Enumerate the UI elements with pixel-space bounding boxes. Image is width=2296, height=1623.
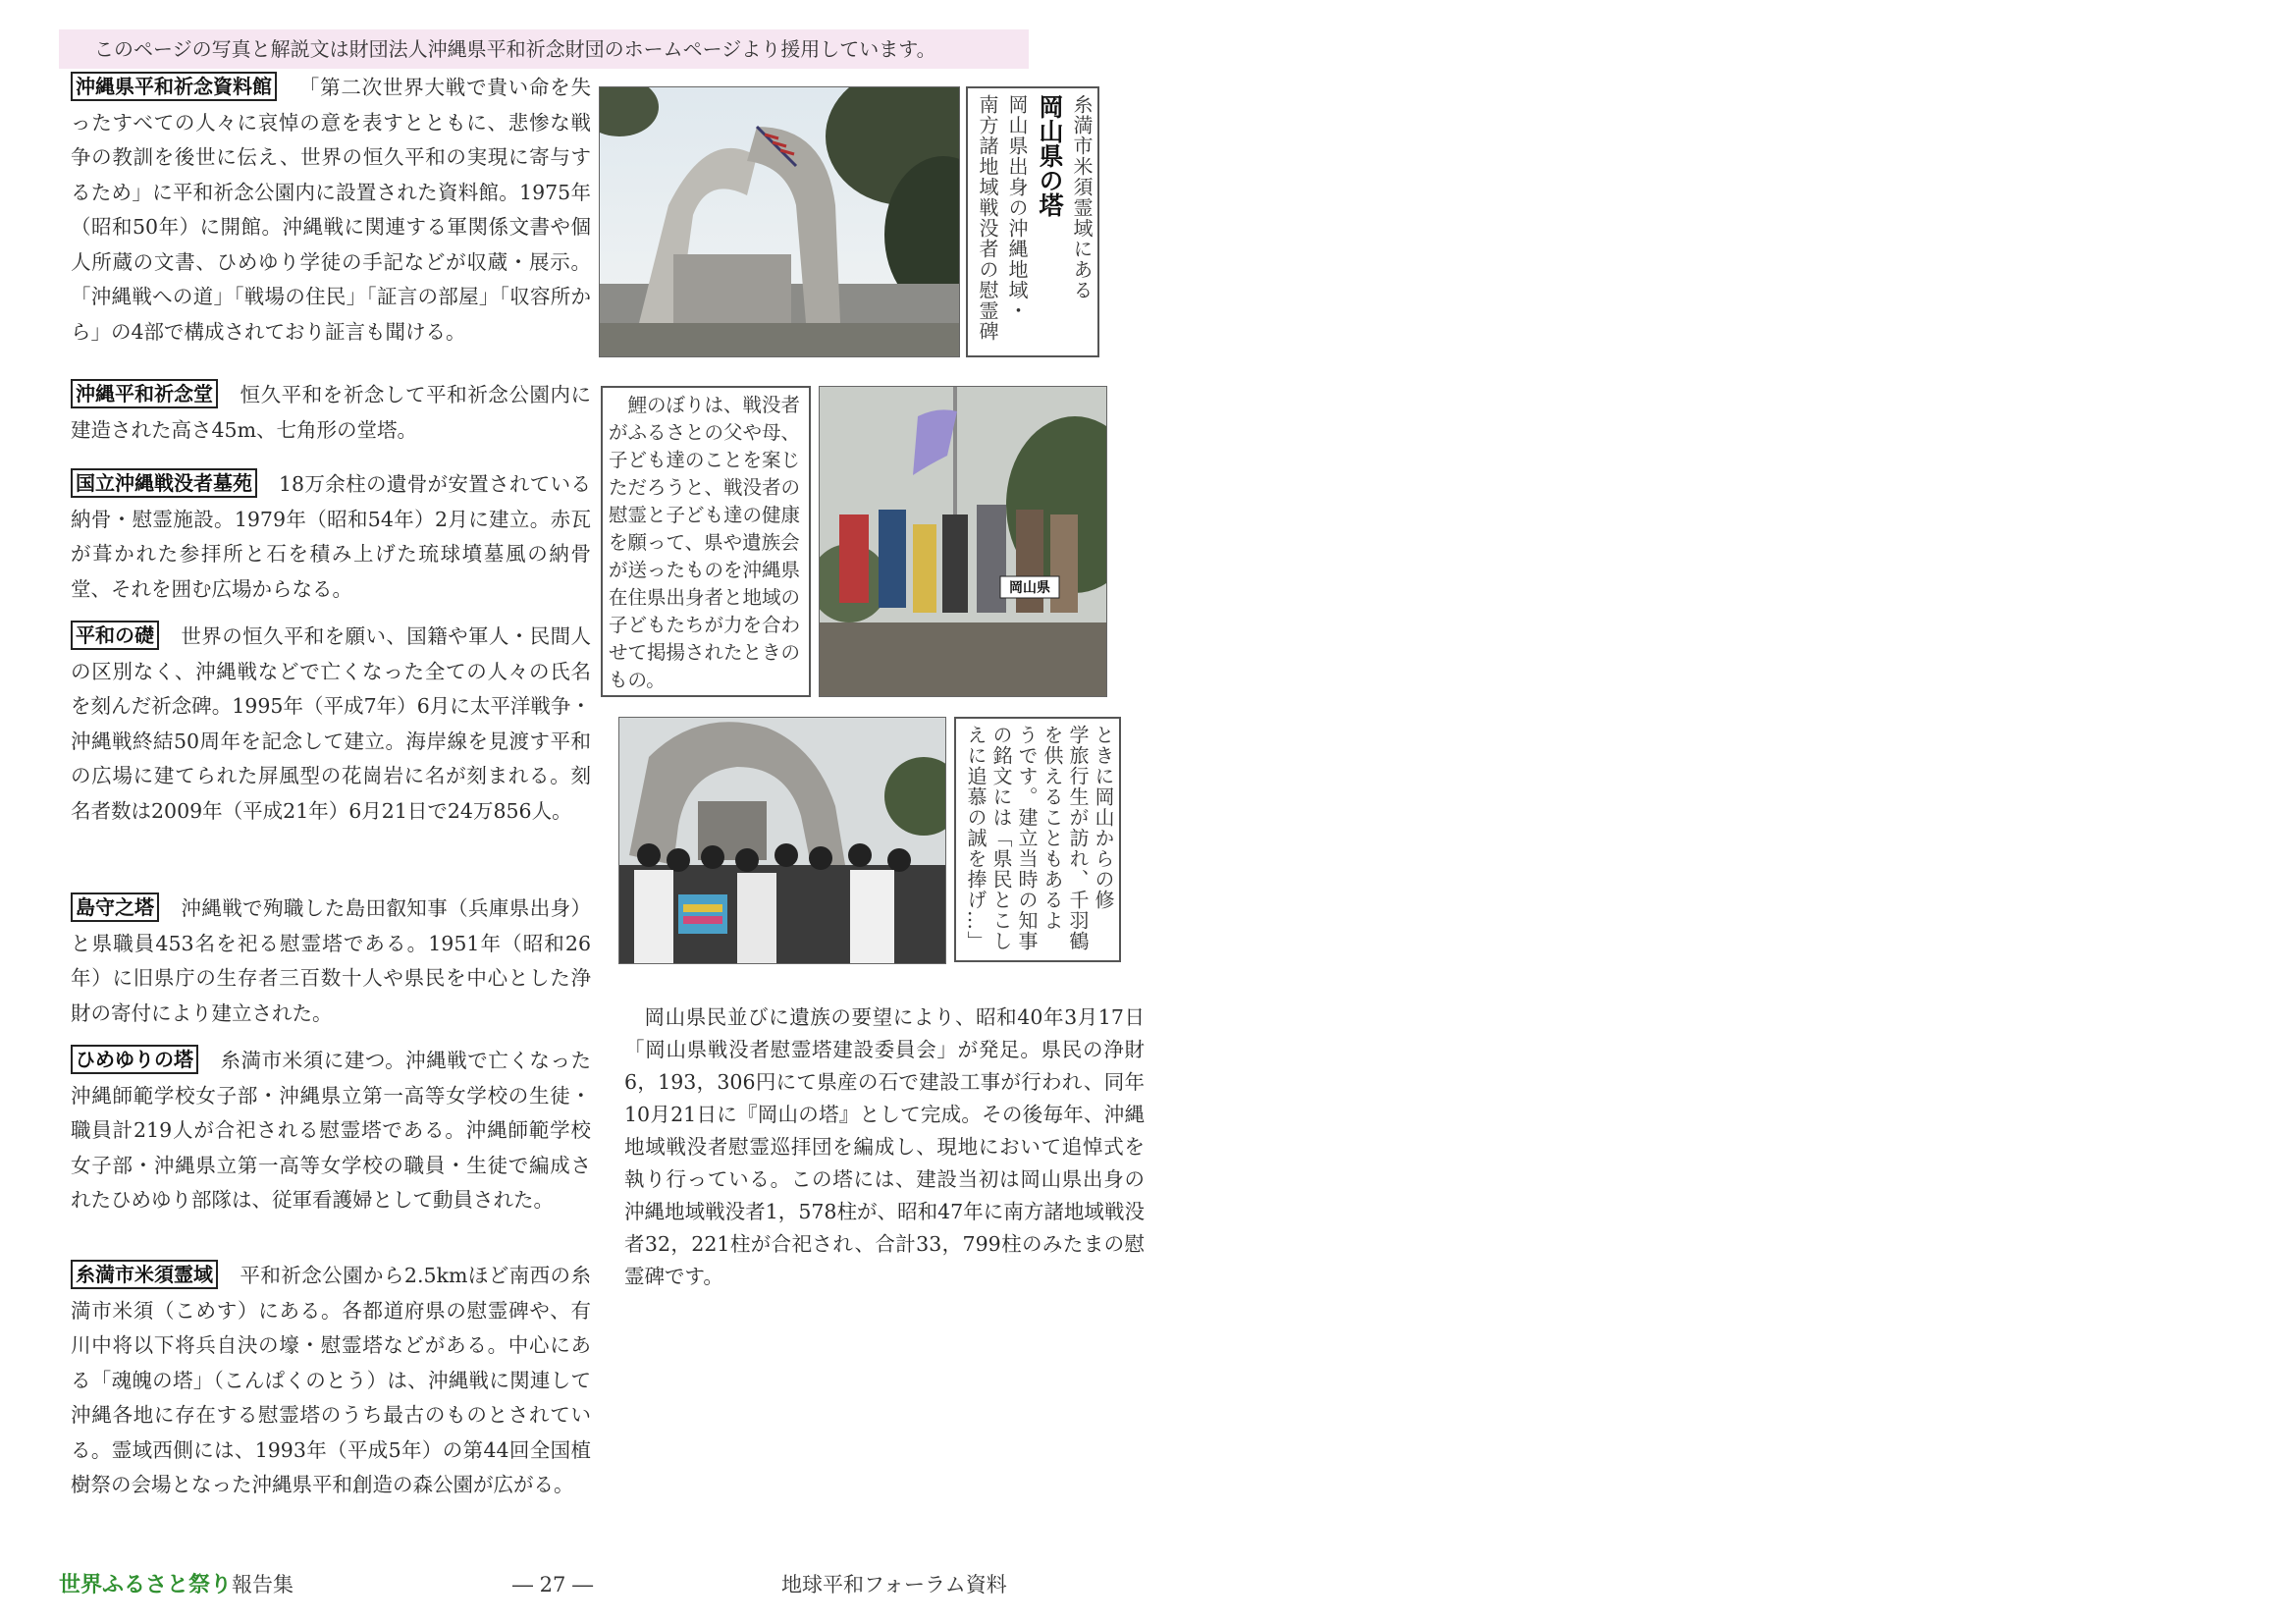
section-term: 島守之塔 (71, 893, 159, 922)
okayama-tower-history: 岡山県民並びに遺族の要望により、昭和40年3月17日「岡山県戦没者慰霊塔建設委員会」が発足。県民の浄財6，193，306円にて県産の石で建設工事が行われ、同年10月21日に『岡山の塔』として完成。その後毎年、沖縄地域戦没者慰霊巡拝団を編成し、現地において追悼式を執り行っている。この塔には、建設当初は岡山県出身の沖縄地域戦没者1，578柱が、昭和47年に南方諸地域戦没者32，221柱が合祀され、合計33，799柱のみたまの慰霊碑です。 (624, 1005, 1145, 1288)
footer-brand-suffix: 報告集 (232, 1573, 294, 1596)
okayama-tower-photo (599, 86, 960, 357)
okayama-sign-text: 岡山県 (1009, 580, 1050, 596)
section-komesu-memorial-area (71, 1259, 591, 1503)
section-body: 「第二次世界大戦で貴い命を失ったすべての人々に哀悼の意を表すとともに、悲惨な戦争の教訓を後世に伝え、世界の恒久平和の実現に寄与するため」に平和祈念公園内に設置された資料館。1975年（昭和50年）に開館。沖縄戦に関連する軍関係文書や個人所蔵の文書、ひめゆり学徒の手記などが収蔵・展示。「沖縄戦への道」「戦場の住民」「証言の部屋」「収容所から」の4部で構成されており証言も聞ける。 (71, 76, 591, 344)
footer-brand-logo: 世界ふるさと祭り (59, 1573, 233, 1597)
school-caption-line: の銘文には「県民とこし (989, 725, 1013, 951)
section-term: 沖縄平和祈念堂 (71, 379, 218, 408)
tower-title: 岡山県の塔 (1036, 94, 1064, 217)
school-caption-line: えに追慕の誠を捧げ…」 (964, 725, 988, 951)
section-term: 平和の礎 (71, 621, 159, 650)
section-body: 18万余柱の遺骨が安置されている納骨・慰霊施設。1979年（昭和54年）2月に建立。赤瓦が葺かれた参拝所と石を積み上げた琉球墳墓風の納骨堂、それを囲む広場からなる。 (71, 472, 591, 601)
section-body: 糸満市米須に建つ。沖縄戦で亡くなった沖縄師範学校女子部・沖縄県立第一高等女学校の生徒・職員計219人が合祀される慰霊塔である。沖縄師範学校女子部・沖縄県立第一高等女学校の職員・生徒で編成されたひめゆり部隊は、従軍看護婦として動員された。 (71, 1049, 591, 1212)
footer-source: 地球平和フォーラム資料 (781, 1573, 1007, 1596)
koinobori-group-photo (819, 386, 1107, 697)
section-term: 国立沖縄戦没者墓苑 (71, 468, 257, 498)
school-caption-line: ときに岡山からの修 (1092, 725, 1115, 910)
school-trip-photo (618, 717, 946, 964)
tower-description-line: 岡山県出身の沖縄地域・ (1005, 94, 1029, 321)
tower-location-line: 糸満市米須霊域にある (1070, 94, 1094, 300)
okayama-tower-vertical-label (966, 86, 1099, 357)
school-caption-line: うです。建立当時の知事 (1015, 725, 1039, 951)
section-term: 糸満市米須霊域 (71, 1260, 218, 1289)
section-cornerstone-of-peace (71, 620, 591, 829)
school-caption-line: 学旅行生が訪れ、千羽鶴 (1066, 725, 1090, 951)
page-number: ― 27 ― (512, 1573, 594, 1596)
section-term: 沖縄県平和祈念資料館 (71, 72, 277, 101)
section-peace-memorial-museum (71, 71, 591, 350)
section-body: 平和祈念公園から2.5kmほど南西の糸満市米須（こめす）にある。各都道府県の慰霊碑や、有川中将以下将兵自決の壕・慰霊塔などがある。中心にある「魂魄の塔」（こんぱくのとう）は、沖縄戦に関連して沖縄各地に存在する慰霊塔のうち最古のものとされている。霊域西側には、1993年（平成5年）の第44回全国植樹祭の会場となった沖縄県平和創造の森公園が広がる。 (71, 1264, 591, 1496)
section-shimamori-tower (71, 892, 591, 1031)
koinobori-caption: 鯉のぼりは、戦没者がふるさとの父や母、子ども達のことを案じただろうと、戦没者の慰霊と子ども達の健康を願って、県や遺族会が送ったものを沖縄県在住県出身者と地域の子どもたちが力を合わせて掲揚されたときのもの。 (601, 386, 811, 697)
school-trip-vertical-caption (954, 717, 1121, 962)
source-notice-banner: このページの写真と解説文は財団法人沖縄県平和祈念財団のホームページより援用しています。 (59, 29, 1029, 69)
footer-brand (59, 1571, 294, 1599)
section-himeyuri-tower (71, 1044, 591, 1218)
section-peace-memorial-hall (71, 378, 591, 448)
section-national-cemetery (71, 467, 591, 607)
school-caption-line: を供えることもあるよ (1041, 725, 1064, 931)
tower-description-line: 南方諸地域戦没者の慰霊碑 (976, 94, 999, 342)
section-term: ひめゆりの塔 (71, 1045, 198, 1074)
section-body: 沖縄戦で殉職した島田叡知事（兵庫県出身）と県職員453名を祀る慰霊塔である。1951年（昭和26年）に旧県庁の生存者三百数十人や県民を中心とした浄財の寄付により建立された。 (71, 896, 591, 1025)
section-body: 恒久平和を祈念して平和祈念公園内に建造された高さ45m、七角形の堂塔。 (71, 383, 591, 442)
section-body: 世界の恒久平和を願い、国籍や軍人・民間人の区別なく、沖縄戦などで亡くなった全ての人々の氏名を刻んだ祈念碑。1995年（平成7年）6月に太平洋戦争・沖縄戦終結50周年を記念して建立。海岸線を見渡す平和の広場に建てられた屏風型の花崗岩に名が刻まれる。刻名者数は2009年（平成21年）6月21日で24万856人。 (71, 624, 591, 823)
